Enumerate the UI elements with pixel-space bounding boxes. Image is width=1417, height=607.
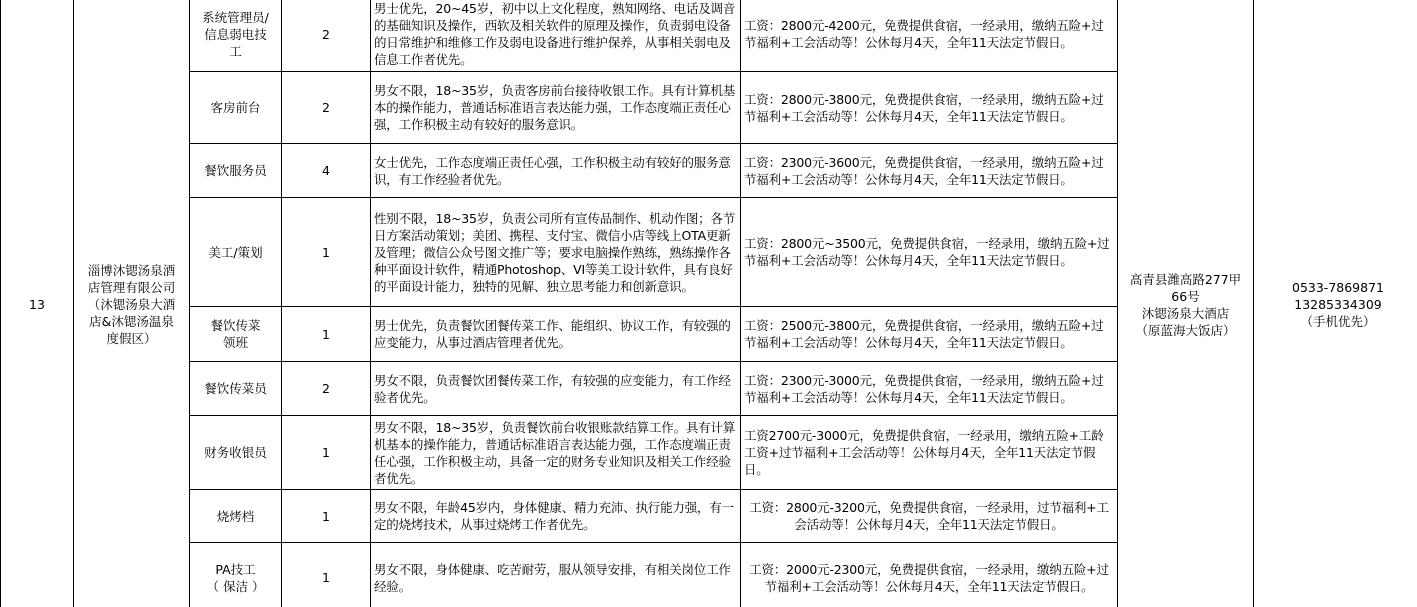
table-row — [1, 0, 1417, 72]
position-cell[interactable]: PA技工 （ 保洁 ） — [190, 543, 282, 607]
requirements-cell[interactable]: 男士优先，负责餐饮团餐传菜工作、能组织、协议工作，有较强的应变能力，从事过酒店管理者优先。 — [371, 307, 741, 362]
position-cell[interactable]: 烧烤档 — [190, 490, 282, 543]
position-cell[interactable]: 美工/策划 — [190, 198, 282, 307]
count-cell[interactable]: 1 — [282, 416, 371, 490]
position-cell[interactable]: 财务收银员 — [190, 416, 282, 490]
count-cell[interactable]: 2 — [282, 362, 371, 416]
pay-cell[interactable]: 工资：2300元-3600元，免费提供食宿，一经录用，缴纳五险+过节福利+工会活动等！公休每月4天，全年11天法定节假日。 — [741, 144, 1118, 198]
pay-cell[interactable]: 工资：2000元-2300元，免费提供食宿，一经录用，缴纳五险+过节福利+工会活动等！公休每月4天，全年11天法定节假日。 — [741, 543, 1118, 607]
count-cell[interactable]: 1 — [282, 307, 371, 362]
count-cell[interactable]: 2 — [282, 72, 371, 144]
pay-cell[interactable]: 工资：2800元-3200元，免费提供食宿，一经录用，过节福利+工会活动等！公休每月4天，全年11天法定节假日。 — [741, 490, 1118, 543]
address-cell[interactable]: 高青县潍高路277甲 66号 沐锶汤泉大酒店 （原蓝海大饭店） — [1118, 0, 1254, 607]
count-cell[interactable]: 4 — [282, 144, 371, 198]
requirements-cell[interactable]: 男女不限，18~35岁，负责客房前台接待收银工作。具有计算机基本的操作能力，普通话标准语言表达能力强，工作态度端正责任心强，工作积极主动有较好的服务意识。 — [371, 72, 741, 144]
count-cell[interactable]: 1 — [282, 543, 371, 607]
count-cell[interactable]: 2 — [282, 0, 371, 72]
pay-cell[interactable]: 工资：2300元-3000元，免费提供食宿，一经录用，缴纳五险+过节福利+工会活动等！公休每月4天，全年11天法定节假日。 — [741, 362, 1118, 416]
pay-cell[interactable]: 工资：2800元~3500元，免费提供食宿，一经录用，缴纳五险+过节福利+工会活动等！公休每月4天，全年11天法定节假日。 — [741, 198, 1118, 307]
pay-cell[interactable]: 工资：2500元-3800元，免费提供食宿，一经录用，缴纳五险+过节福利+工会活动等！公休每月4天，全年11天法定节假日。 — [741, 307, 1118, 362]
requirements-cell[interactable]: 男士优先，20~45岁，初中以上文化程度，熟知网络、电话及调音的基础知识及操作，西软及相关软件的原理及操作，负责弱电设备的日常维护和维修工作及弱电设备进行维护保养，从事相关弱电及信息工作者优先。 — [371, 0, 741, 72]
count-cell[interactable]: 1 — [282, 490, 371, 543]
position-cell[interactable]: 餐饮服务员 — [190, 144, 282, 198]
requirements-cell[interactable]: 女士优先，工作态度端正责任心强，工作积极主动有较好的服务意识，有工作经验者优先。 — [371, 144, 741, 198]
contact-cell[interactable]: 0533-7869871 13285334309 （手机优先） — [1254, 0, 1417, 607]
requirements-cell[interactable]: 性别不限，18~35岁，负责公司所有宣传品制作、机动作图；各节日方案活动策划；美团、携程、支付宝、微信小店等线上OTA更新及管理；微信公众号图文推广等；要求电脑操作熟练，熟练操作各种平面设计软件，精通Photoshop、VI等美工设计软件，具有良好的平面设计能力，独特的见解、独立思考能力和创新意识。 — [371, 198, 741, 307]
requirements-cell[interactable]: 男女不限，身体健康、吃苦耐劳，服从领导安排，有相关岗位工作经验。 — [371, 543, 741, 607]
company-cell[interactable]: 淄博沐锶汤泉酒 店管理有限公司 （沐锶汤泉大酒 店&沐锶汤温泉 度假区） — [74, 0, 190, 607]
position-cell[interactable]: 系统管理员/ 信息弱电技 工 — [190, 0, 282, 72]
pay-cell[interactable]: 工资：2800元-4200元，免费提供食宿，一经录用，缴纳五险+过节福利+工会活动等！公休每月4天，全年11天法定节假日。 — [741, 0, 1118, 72]
row-number-cell[interactable]: 13 — [1, 0, 74, 607]
position-cell[interactable]: 餐饮传菜员 — [190, 362, 282, 416]
pay-cell[interactable]: 工资：2800元-3800元，免费提供食宿，一经录用，缴纳五险+过节福利+工会活动等！公休每月4天，全年11天法定节假日。 — [741, 72, 1118, 144]
requirements-cell[interactable]: 男女不限，负责餐饮团餐传菜工作，有较强的应变能力，有工作经验者优先。 — [371, 362, 741, 416]
count-cell[interactable]: 1 — [282, 198, 371, 307]
pay-cell[interactable]: 工资2700元-3000元，免费提供食宿，一经录用，缴纳五险+工龄工资+过节福利+工会活动等！公休每月4天，全年11天法定节假日。 — [741, 416, 1118, 490]
requirements-cell[interactable]: 男女不限，18~35岁，负责餐饮前台收银账款结算工作。具有计算机基本的操作能力，普通话标准语言表达能力强，工作态度端正责任心强，工作积极主动，具备一定的财务专业知识及相关工作经验者优先。 — [371, 416, 741, 490]
requirements-cell[interactable]: 男女不限，年龄45岁内，身体健康、精力充沛、执行能力强，有一定的烧烤技术，从事过烧烤工作者优先。 — [371, 490, 741, 543]
position-cell[interactable]: 餐饮传菜 领班 — [190, 307, 282, 362]
position-cell[interactable]: 客房前台 — [190, 72, 282, 144]
